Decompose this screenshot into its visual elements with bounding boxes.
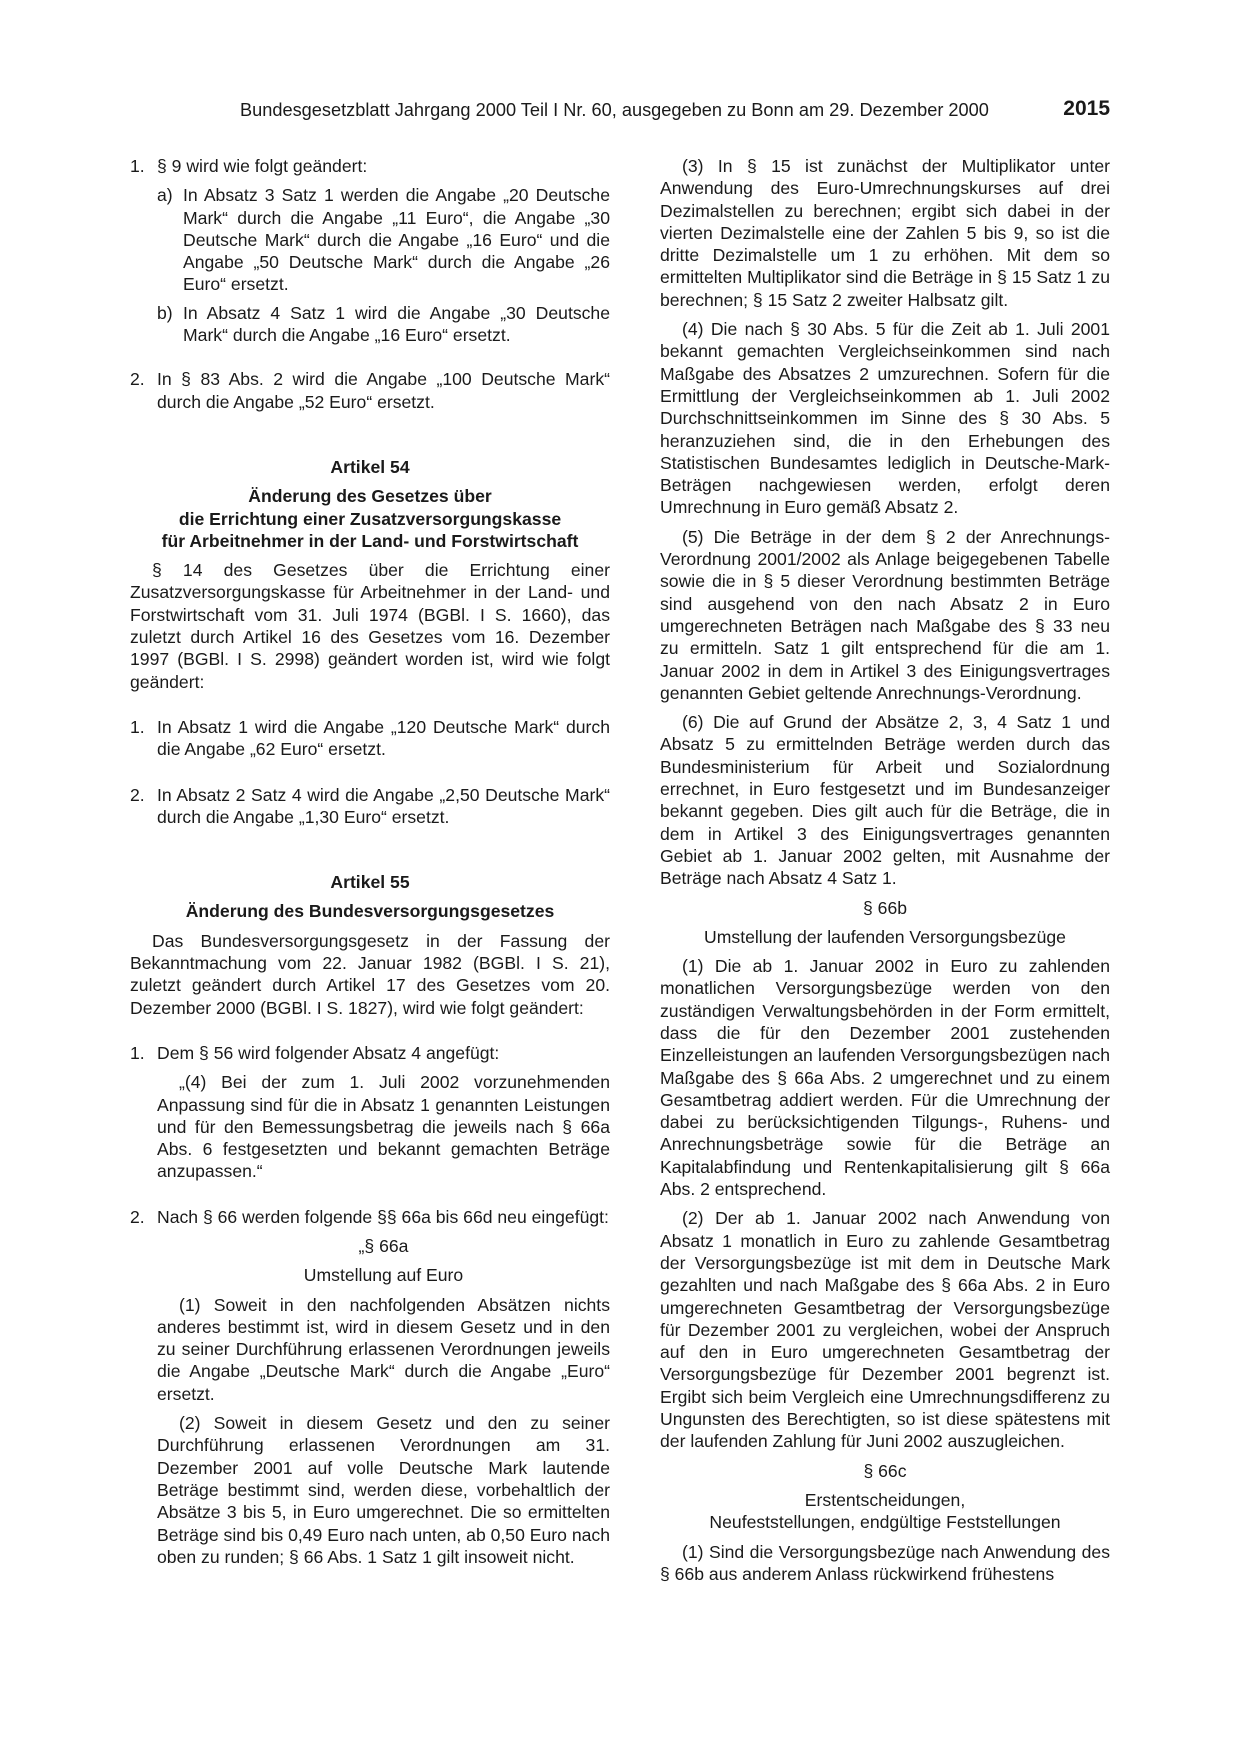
paragraph: (1) Soweit in den nachfolgenden Absätzen nichts anderes bestimmt ist, wird in diesem Gesetz und in den zu seiner Durchführung erlassenen Verordnungen jeweils die Angabe „Deutsche Mark“ durch die Angabe „Euro“ ersetzt. xyxy=(157,1294,610,1404)
section-heading: § 66b xyxy=(862,897,908,918)
item-text: In § 83 Abs. 2 wird die Angabe „100 Deutsche Mark“ durch die Angabe „52 Euro“ ersetzt. xyxy=(157,369,610,412)
item-number: 2. xyxy=(130,369,145,390)
item-number: 1. xyxy=(130,716,145,737)
item-number: 2. xyxy=(130,784,145,805)
page-number: 2015 xyxy=(1063,97,1110,120)
article-intro: § 14 des Gesetzes über die Errichtung einer Zusatzversorgungskasse für Arbeitnehmer in der Land- und Forstwirtschaft vom 31. Juli 1974 (BGBl. I S. 1660), das zuletzt durch Artikel 16 des Gesetzes vom 16. Dezember 1997 (BGBl. I S. 2998) geändert worden ist, wird wie folgt geändert: xyxy=(130,560,610,692)
item-text: § 9 wird wie folgt geändert: xyxy=(157,156,368,176)
list-item xyxy=(130,716,610,761)
article-subtitle: Änderung des Bundesversorgungsgesetzes xyxy=(185,901,555,922)
item-text: In Absatz 2 Satz 4 wird die Angabe „2,50 Deutsche Mark“ durch die Angabe „1,30 Euro“ ersetzt. xyxy=(157,784,610,827)
list-item xyxy=(130,1206,610,1228)
paragraph: (2) Der ab 1. Januar 2002 nach Anwendung von Absatz 1 monatlich in Euro zu zahlende Gesamtbetrag der Versorgungsbezüge ist mit dem in Deutsche Mark gezahlten und nach Maßgabe des § 66a Abs. 2 in Euro umgerechneten Gesamtbetrag der Versorgungsbezüge für Dezember 2001 zu vergleichen, wobei der Anspruch auf den in Euro umgerechneten Gesamtbetrag der Versorgungsbezüge für Dezember 2001 begrenzt ist. Ergibt sich beim Vergleich eine Umrechnungsdifferenz zu Ungunsten des Berechtigten, so ist diese spätestens mit der laufenden Zahlung für Juni 2002 auszugleichen. xyxy=(660,1208,1110,1452)
section-heading: „§ 66a xyxy=(358,1235,409,1256)
page-header xyxy=(240,97,1110,125)
article-subtitle-line: Änderung des Gesetzes über xyxy=(248,486,492,507)
sub-item-letter: b) xyxy=(157,302,173,323)
left-column xyxy=(130,155,610,1575)
article-intro: Das Bundesversorgungsgesetz in der Fassung der Bekanntmachung vom 22. Januar 1982 (BGBl. I S. 21), zuletzt geändert durch Artikel 17 des Gesetzes vom 20. Dezember 2000 (BGBl. I S. 1827), wird wie folgt geändert: xyxy=(130,930,610,1018)
item-text: Dem § 56 wird folgender Absatz 4 angefügt: xyxy=(157,1042,500,1063)
article-subtitle-line: für Arbeitnehmer in der Land- und Forstwirtschaft xyxy=(161,530,579,551)
right-column xyxy=(660,155,1110,1592)
paragraph: (4) Die nach § 30 Abs. 5 für die Zeit ab 1. Juli 2001 bekannt gemachten Vergleichseinkommen sind nach Maßgabe des Absatzes 2 umzurechnen. Sofern für die Ermittlung der Vergleichseinkommen ab 1. Juli 2002 Durchschnittseinkommen im Sinne des § 30 Abs. 5 heranzuziehen sind, die in den Erhebungen des Statistischen Bundesamtes lediglich in Deutsche-Mark-Beträgen nachgewiesen werden, erfolgt deren Umrechnung in Euro gemäß Absatz 2. xyxy=(660,319,1110,518)
section-title: Umstellung auf Euro xyxy=(303,1265,464,1286)
sub-item-letter: a) xyxy=(157,185,173,206)
section-heading: § 66c xyxy=(863,1460,907,1481)
sub-item-text: In Absatz 4 Satz 1 wird die Angabe „30 Deutsche Mark“ durch die Angabe „16 Euro“ ersetzt. xyxy=(183,302,610,346)
item-number: 1. xyxy=(130,1042,145,1063)
paragraph: (1) Sind die Versorgungsbezüge nach Anwendung des § 66b aus anderem Anlass rückwirkend frühestens xyxy=(660,1541,1110,1584)
quoted-paragraph: „(4) Bei der zum 1. Juli 2002 vorzunehmenden Anpassung sind für die in Absatz 1 genannten Leistungen und für den Bemessungsbetrag die jeweils nach § 66a Abs. 6 festgesetzten und bekannt gemachten Beträge anzupassen.“ xyxy=(157,1072,610,1182)
article-title: Artikel 54 xyxy=(330,456,410,477)
article-subtitle xyxy=(130,485,610,552)
paragraph: (1) Die ab 1. Januar 2002 in Euro zu zahlenden monatlichen Versorgungsbezüge werden von den zuständigen Verwaltungsbehörden in der Form ermittelt, dass die für den Dezember 2001 zustehenden Einzelleistungen an laufenden Versorgungsbezügen nach Maßgabe des § 66a Abs. 2 umgerechnet und zu einem Gesamtbetrag addiert werden. Für die Umrechnung der dabei zu berücksichtigenden Tilgungs-, Ruhens- und Anrechnungsbeträge sowie für die Beträge an Kapitalabfindung und Rentenkapitalisierung gilt § 66a Abs. 2 entsprechend. xyxy=(660,956,1110,1200)
sub-item xyxy=(157,302,610,347)
section-title xyxy=(660,1489,1110,1534)
list-item xyxy=(130,1042,610,1064)
section-title-line: Neufeststellungen, endgültige Feststellungen xyxy=(709,1512,1061,1533)
list-item xyxy=(130,784,610,829)
article-subtitle-line: die Errichtung einer Zusatzversorgungskasse xyxy=(178,508,562,529)
sub-item-text: In Absatz 3 Satz 1 werden die Angabe „20 Deutsche Mark“ durch die Angabe „11 Euro“, die Angabe „30 Deutsche Mark“ durch die Angabe „16 Euro“ und die Angabe „50 Deutsche Mark“ durch die Angabe „26 Euro“ ersetzt. xyxy=(183,185,610,295)
item-text: In Absatz 1 wird die Angabe „120 Deutsche Mark“ durch die Angabe „62 Euro“ ersetzt. xyxy=(157,716,610,760)
article-title: Artikel 55 xyxy=(330,872,410,893)
list-item xyxy=(130,368,610,413)
paragraph: (2) Soweit in diesem Gesetz und den zu seiner Durchführung erlassenen Verordnungen am 31. Dezember 2001 auf volle Deutsche Mark lautende Beträge bestimmt sind, werden diese, vorbehaltlich der Absätze 3 bis 5, in Euro umgerechnet. Die so ermittelten Beträge sind bis 0,49 Euro nach unten, ab 0,50 Euro nach oben zu runden; § 66 Abs. 1 Satz 1 gilt insoweit nicht. xyxy=(157,1413,610,1567)
item-text: Nach § 66 werden folgende §§ 66a bis 66d neu eingefügt: xyxy=(157,1206,609,1227)
paragraph: (3) In § 15 ist zunächst der Multiplikator unter Anwendung des Euro-Umrechnungskurses auf drei Dezimalstellen zu berechnen; ergibt sich dabei in der vierten Dezimalstelle eine der Zahlen 5 bis 9, so ist die dritte Dezimalstelle um 1 zu erhöhen. Mit dem so ermittelten Multiplikator sind die Beträge in § 15 Satz 1 zu berechnen; § 15 Satz 2 zweiter Halbsatz gilt. xyxy=(660,156,1110,310)
list-item xyxy=(130,155,610,177)
section-title: Umstellung der laufenden Versorgungsbezüge xyxy=(704,926,1066,947)
paragraph: (5) Die Beträge in der dem § 2 der Anrechnungs-Verordnung 2001/2002 als Anlage beigegebenen Tabelle sowie die in § 5 dieser Verordnung bestimmten Beträge sind ausgehend von den nach Absatz 2 in Euro umgerechneten Beträgen nach Maßgabe des § 33 neu zu ermitteln. Satz 1 gilt entsprechend für die am 1. Januar 2002 in dem in Artikel 3 des Einigungsvertrages genannten Gebiet geltende Anrechnungs-Verordnung. xyxy=(660,526,1110,703)
running-header: Bundesgesetzblatt Jahrgang 2000 Teil I Nr. 60, ausgegeben zu Bonn am 29. Dezember 2000 xyxy=(240,100,989,120)
item-number: 1. xyxy=(130,156,145,176)
section-title-line: Erstentscheidungen, xyxy=(804,1489,966,1510)
item-number: 2. xyxy=(130,1206,145,1227)
sub-item xyxy=(157,184,610,295)
paragraph: (6) Die auf Grund der Absätze 2, 3, 4 Satz 1 und Absatz 5 zu ermittelnden Beträge werden durch das Bundesministerium für Arbeit und Sozialordnung errechnet, in Euro festgesetzt und im Bundesanzeiger bekannt gegeben. Dies gilt auch für die Beträge, die in dem in Artikel 3 des Einigungsvertrages genannten Gebiet ab 1. Januar 2002 gelten, mit Ausnahme der Beträge nach Absatz 4 Satz 1. xyxy=(660,712,1110,889)
